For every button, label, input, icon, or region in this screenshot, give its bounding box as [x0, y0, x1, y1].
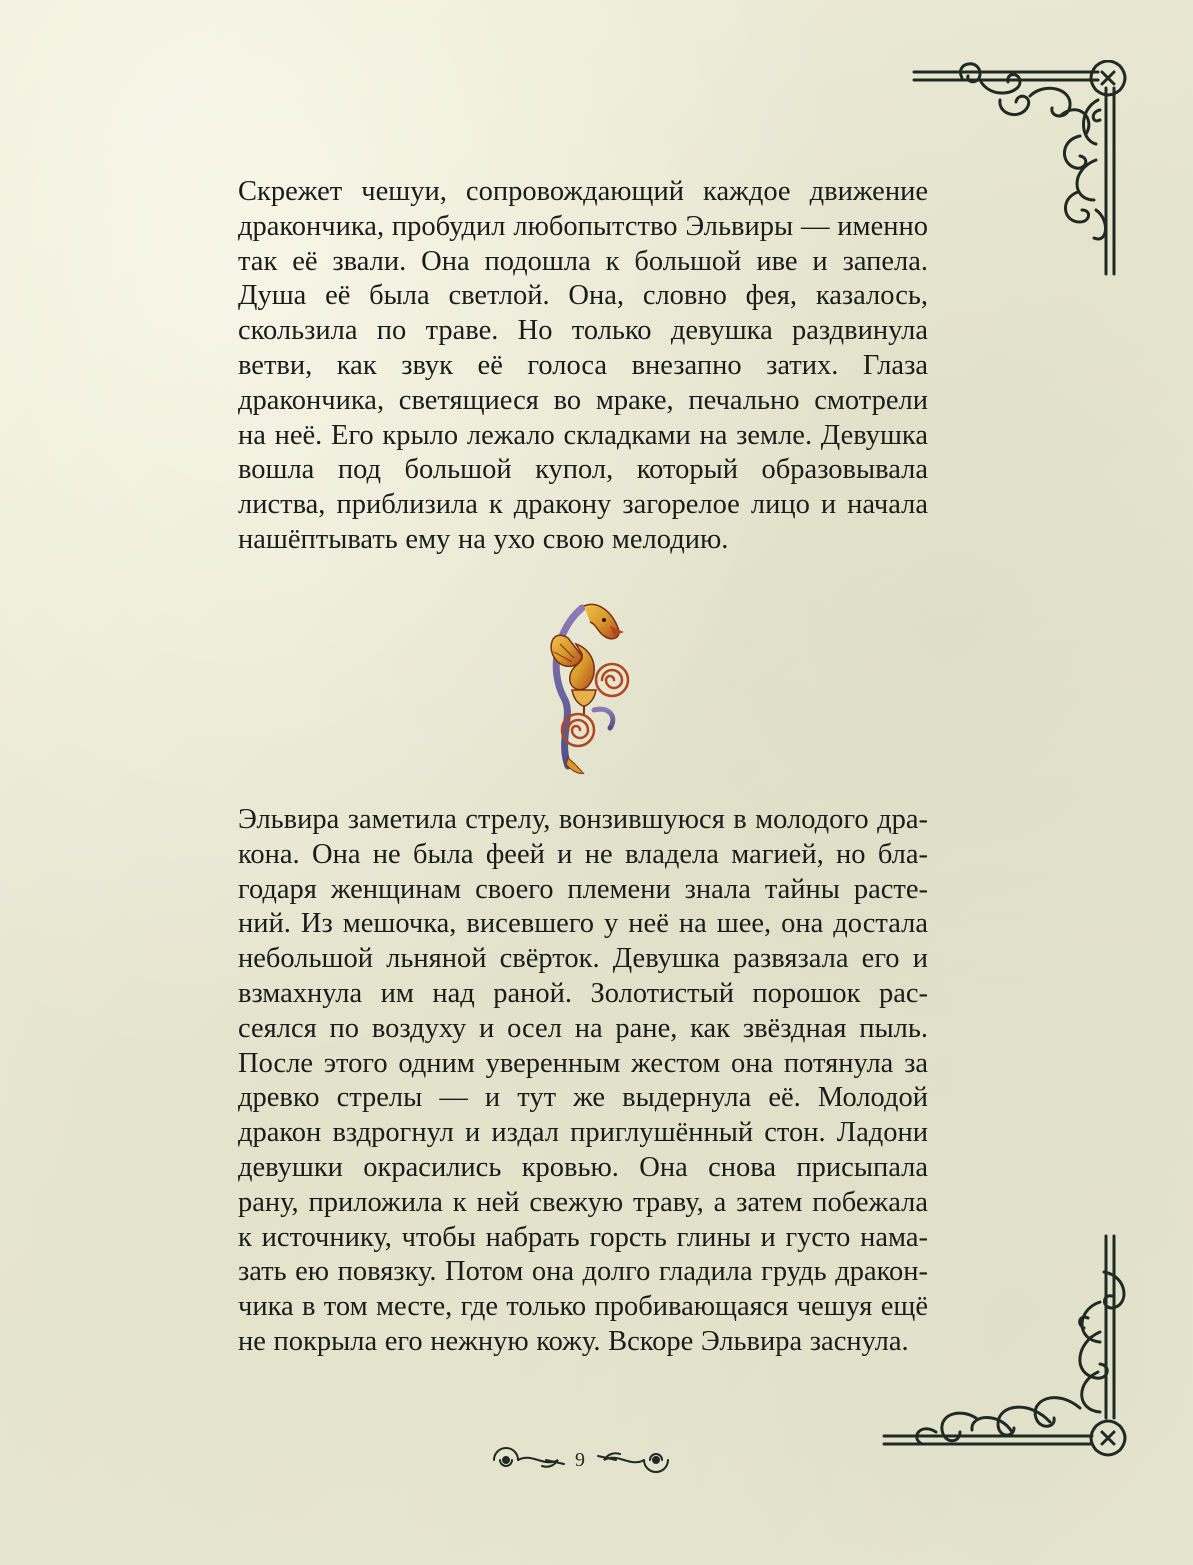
story-paragraph-2: Эльвира заметила стрелу, вонзившуюся в молодого дракона. Она не была феей и не владела магией, но благодаря женщинам своего племени знала тайны растений. Из мешочка, висевшего у неё на шее, она достала небольшой льняной свёрток. Девушка развязала его и взмахнула им над раной. Золотистый порошок рассеялся по воздуху и осел на ране, как звёздная пыль. После этого одним уверенным жестом она потянула за древко стрелы — и тут же выдернула её. Молодой дракон вздрогнул и издал приглушённый стон. Ладони девушки окрасились кровью. Она снова присыпала рану, приложила к ней свежую траву, а затем побежала к источнику, чтобы набрать горсть глины и густо намазать ею повязку. Потом она долго гладила грудь дракончика в том месте, где только пробивающаяся чешуя ещё не покрыла его нежную кожу. Вскоре Эльвира заснула.	[238, 804, 928, 1357]
top-right-corner-ornament-icon	[910, 60, 1130, 280]
page-number: 9	[575, 1449, 585, 1471]
bottom-right-corner-ornament-icon	[880, 1232, 1130, 1462]
story-paragraph-1: Скрежет чешуи, сопровождающий каждое движение дракончика, пробудил любопытство Эльвиры — именно так её звали. Она подошла к большой иве и запела. Душа её была светлой. Она, словно фея, казалось, скользила по траве. Но только девушка раздвинула ветви, как звук её голоса внезапно затих. Глаза дракончика, светящиеся во мраке, печально смотрели на неё. Его крыло лежало складками на земле. Девушка вошла под большой купол, который образовывала листва, приблизила к дракону загорелое лицо и начала нашёптывать ему на ухо свою мелодию.	[238, 176, 928, 555]
dragon-emblem-icon	[538, 598, 638, 774]
